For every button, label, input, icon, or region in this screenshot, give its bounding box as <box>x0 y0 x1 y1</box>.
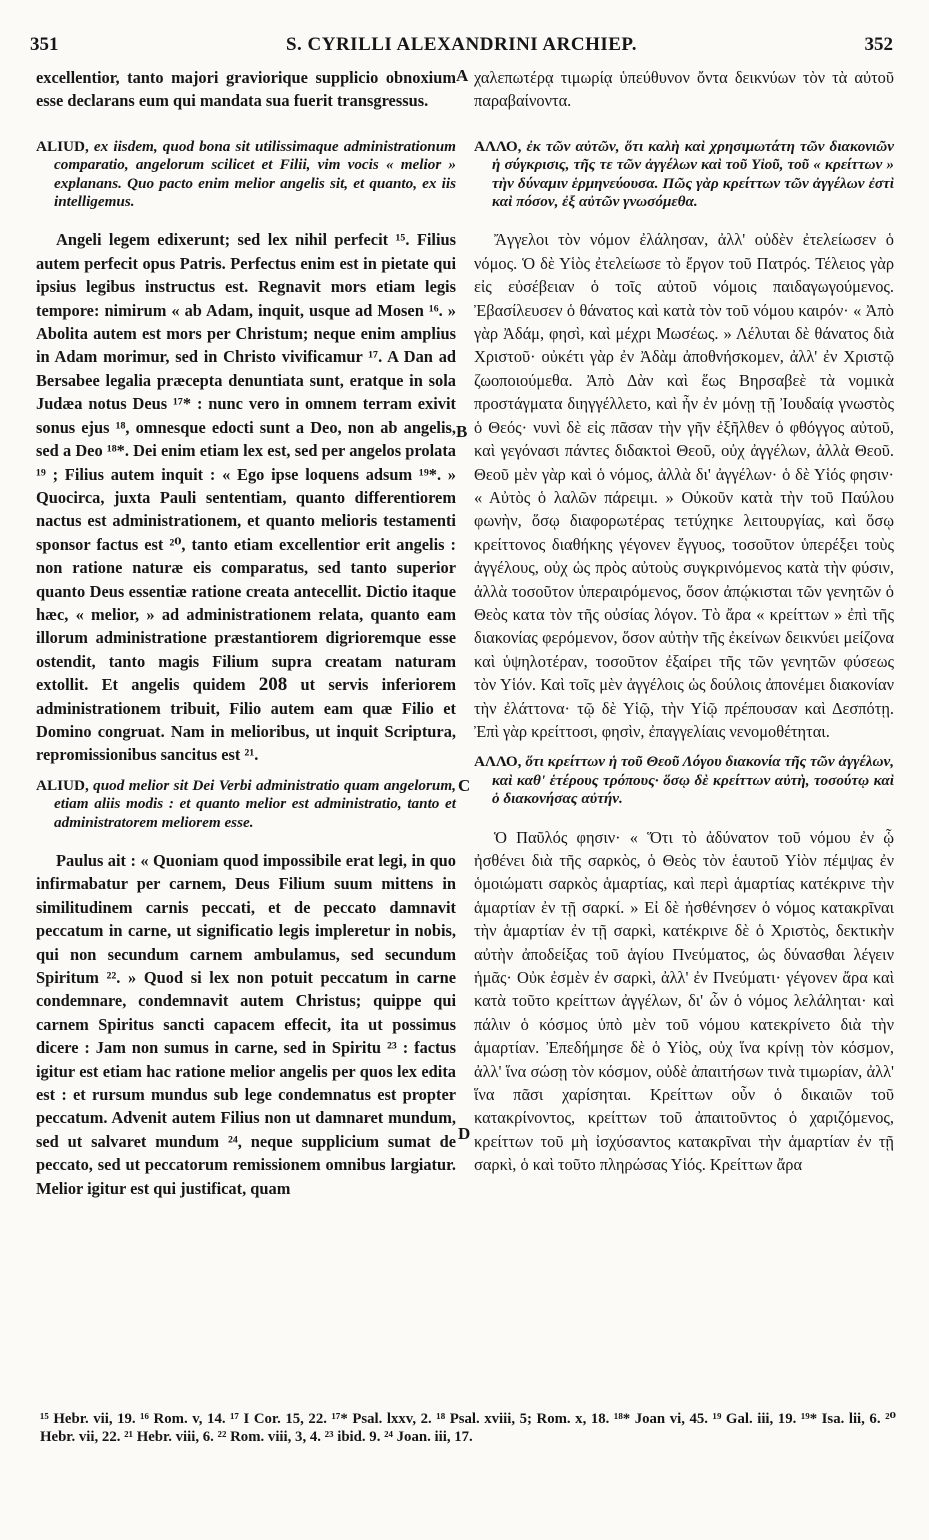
latin-text: ut servis inferiorem administrationem tribuit, Filio autem eam quæ Filio et Domino congruat. Nam in melioribus, ut inquit Scriptura, repromissionibus sancitus est ²¹. <box>36 675 456 765</box>
heading-text: quod melior sit Dei Verbi administratio quam angelorum, etiam aliis modis : et quanto melior est administratio, tanto et administratorem meliorem esse. <box>54 776 456 831</box>
page-header <box>30 34 893 60</box>
heading-text: ὅτι κρείττων ἡ τοῦ Θεοῦ Λόγου διακονία τῆς τῶν ἀγγέλων, καὶ καθ' ἑτέρους τρόπους· ὅσῳ δὲ κρείττων αὐτὴ, τοσούτῳ καὶ ὁ διακονήσας αὐτήν. <box>492 753 894 808</box>
running-title: S. CYRILLI ALEXANDRINI ARCHIEP. <box>285 34 638 55</box>
greek-paragraph: χαλεπωτέρᾳ τιμωρίᾳ ὑπεύθυνον ὄντα δεικνύων τὸν τὰ αὐτοῦ παραβαίνοντα. <box>474 68 894 111</box>
latin-section-heading <box>36 777 456 832</box>
marginal-letter-a: A <box>456 66 469 85</box>
latin-paragraph <box>36 228 456 766</box>
library-stamp <box>234 1472 312 1513</box>
marginal-letter-b: B <box>456 422 468 441</box>
greek-paragraph: Ἄγγελοι τὸν νόμον ἐλάλησαν, ἀλλ' οὐδὲν ἐτελείωσεν ὁ νόμος. Ὁ δὲ Υἱὸς ἐτελείωσε τὸ ἔργον τοῦ Πατρός. Τέλειος γὰρ εἰς εὐσέβειαν ὁ τοῖς αὐτοῦ νόμοις παιδαγωγούμενος. Ἐβασίλευσεν ὁ θάνατος καὶ κατὰ τὸν τοῦ νόμου καιρόν· « Ἀπὸ γὰρ Ἀδάμ, φησὶ, καὶ μέχρι Μωσέως. » Λέλυται δὲ θάνατος διὰ Χριστοῦ· οὐκέτι γὰρ ἐν Ἀδὰμ ἀποθνήσκομεν, ἀλλ' ἐν Χριστῷ ζωοποιούμεθα. Ἀπὸ Δὰν καὶ ἕως Βηρσαβεὲ τὰ νομικὰ προστάγματα διηγγέλλετο, καὶ ἦν ἐν μόνῃ τῇ Ἰουδαίᾳ γνωστὸς ὁ Θεός· νυνὶ δὲ εἰς πᾶσαν τὴν γῆν ἐξῆλθεν ὁ φθόγγος αὐτοῦ, καὶ γεγόνασι πάντες διδακτοὶ Θεοῦ, οὐχ ἀγγέλων, ἀλλὰ Θεοῦ. Θεοῦ μὲν γὰρ καὶ ὁ νόμος, ἀλλὰ δι' ἀγγέλων· ὁ δὲ Υἱός φησιν· « Αὐτὸς ὁ λαλῶν πάρειμι. » Οὐκοῦν κατὰ τὴν τοῦ Παύλου φωνὴν, ὅσῳ διαφορωτέρας τετύχηκε λειτουργίας, καὶ ὅσῳ κρείττονος διαθήκης γέγονεν ἔγγυος, τοσοῦτον ὑπερέξει τοὺς ἀγγέλους, οὐχ ὡς πρὸς αὐτοὺς συγκρινόμενος κατὰ τὴν φύσιν, ἀλλὰ τοσοῦτον ὑπεραιρόμενος, ὅσον ἀπῴκισται τῶν γενητῶν ὁ Θεὸς κατα τὸν τῆς οὐσίας λόγον. Τὸ ἄρα « κρείττων » ἐπὶ τῆς διακονίας φερόμενον, ὅσον αὐτὴν τῆς ἐκείνων δεικνύει μείζονα καὶ ὑψηλοτέραν, τοσοῦτον ἐξαίρει τῆς τῶν γενητῶν φύσεως τὸν Υἱόν. Καὶ τοῖς μὲν ἀγγέλοις ὡς δούλοις ἀπονέμει διακονίαν τὴν ἐλάττονα· τῷ δὲ Υἱῷ, τὴν Υἱῷ πρέπουσαν καὶ Δεσπότῃ. Ἐπὶ γὰρ κρείττοσι, φησὶν, ἐπαγγελίαις νενομοθέτηται. <box>474 230 894 741</box>
heading-label: ALIUD, <box>36 776 89 794</box>
heading-text: ex iisdem, quod bona sit utilissimaque administrationum comparatio, angelorum scilicet et Filii, vim vocis « melior » explanans. Quo pacto enim melior angelis sit, et quanto, ex iis intelligemus. <box>54 137 456 211</box>
greek-column <box>474 66 894 1177</box>
latin-column <box>36 66 456 1200</box>
heading-label: ALIUD, <box>36 137 89 155</box>
latin-paragraph: excellentior, tanto majori graviorique supplicio obnoxium esse declarans eum qui mandata sua fuerit transgressus. <box>36 68 456 111</box>
page-number-right: 352 <box>864 34 893 55</box>
heading-label: ΑΛΛΟ, <box>474 753 522 771</box>
latin-text: Angeli legem edixerunt; sed lex nihil perfecit ¹⁵. Filius autem perfecit opus Patris. Perfectus enim est in pietate qui ipsius legibus instructus est. Regnavit mors etiam legis tempore: nimirum « ab Adam, inquit, usque ad Mosen ¹⁶. » Abolita autem est mors per Christum; neque enim amplius in Adam morimur, sed in Christo vivificamur ¹⁷. A Dan ad Bersabee legalia præcepta denuntiata sunt, eratque in sola Judæa notus Deus ¹⁷* : nunc vero in omnem terram exivit sonus ejus ¹⁸, omnesque edocti sunt a Deo, non ab angelis, sed a Deo ¹⁸*. Dei enim etiam lex est, sed per angelos prolata ¹⁹ ; Filius autem inquit : « Ego ipse loquens adsum ¹⁹*. » Quocirca, juxta Pauli sententiam, quanto differentiorem nactus est administrationem, et quanto melioris testamenti sponsor factus est ²⁰, tanto etiam excellentior erit angelis : non ratione naturæ eis comparatus, sed tanto superior quanto Deus essentiæ ratione creata antecellit. Dictio itaque hæc, « melior, » ad administrationem relata, quanto eam illorum administratione præstantiorem digrioremque esse ostendit, tanto magis Filium supra creatam naturam extollit. Et angelis quidem <box>36 230 456 695</box>
page-number-left: 351 <box>30 34 59 55</box>
greek-section-heading <box>474 753 894 808</box>
marginal-letter-d: D <box>458 1124 471 1143</box>
greek-section-heading <box>474 138 894 212</box>
heading-text: ἐκ τῶν αὐτῶν, ὅτι καλὴ καὶ χρησιμωτάτη τῶν διακονιῶν ἡ σύγκρισις, τῆς τε τῶν ἀγγέλων καὶ τοῦ Υἱοῦ, τοῦ « κρείττων » τὴν δύναμιν ἑρμηνεύουσα. Πῶς γὰρ κρείττων τῶν ἀγγέλων ἐστὶ καὶ πόσον, ἐξ αὐτῶν γνωσόμεθα. <box>492 137 894 211</box>
heading-label: ΑΛΛΟ, <box>474 137 522 155</box>
latin-paragraph: Paulus ait : « Quoniam quod impossibile erat legi, in quo infirmabatur per carnem, Deus Filium suum mittens in similitudinem carnis peccati, et de peccato damnavit peccatum in carne, ut significatio legis impleretur in nobis, qui non secundum carnem ambulamus, sed secundum Spiritum ²². » Quod si lex non potuit peccatum in carne condemnare, condemnavit autem Christus; quippe qui carnem Spiritus sancti capacem effecit, ita ut possimus dicere : Jam non sumus in carne, sed in Spiritu ²³ : factus igitur est etiam hac ratione melior angelis per quos lex edita est : et rursum mundus sub lege condemnatus est propter peccatum. Advenit autem Filius non ut damnaret mundum, sed ut salvaret mundum ²⁴, neque supplicium sumat de peccato, sed ut peccatorum remissionem omnibus largiatur. Melior igitur est qui justificat, quam <box>36 851 456 1198</box>
greek-paragraph: Ὁ Παῦλός φησιν· « Ὅτι τὸ ἀδύνατον τοῦ νόμου ἐν ᾧ ἠσθένει διὰ τῆς σαρκὸς, ὁ Θεὸς τὸν ἑαυτοῦ Υἱὸν πέμψας ἐν ὁμοιώματι σαρκὸς ἁμαρτίας, καὶ περὶ ἁμαρτίας κατέκρινε τὴν ἁμαρτίαν ἐν τῇ σαρκί. » Εἰ δὲ ἠσθένησεν ὁ νόμος κατακρῖναι τὴν ἁμαρτίαν ἐν τῇ σαρκὶ, κατέκρινε δὲ ὁ Χριστὸς, δεκτικὴν αὐτὴν ἀποδείξας τοῦ ἁγίου Πνεύματος, ὡς δύνασθαι λέγειν ἡμᾶς· Οὐκ ἐσμὲν ἐν σαρκὶ, ἀλλ' ἐν Πνεύματι· γέγονεν ἄρα καὶ κατὰ τοῦτο κρείττων ἀγγέλων, δι' ὧν ὁ νόμος λελάληται· καὶ πάλιν ὁ κόσμος ὑπὸ μὲν τοῦ νόμου κατεκρίνετο διὰ τὴν ἁμαρτίαν. Ἐπεδήμησε δὲ ὁ Υἱὸς, οὐχ ἵνα κρίνῃ τὸν κόσμον, ἀλλ' ἵνα σώσῃ τὸν κόσμον, οὐδὲ ἀπαιτήσων τινὰ τιμωρίαν, ἀλλ' ἵνα πᾶσι χαρίσηται. Κρείττων οὖν ὁ δικαιῶν τοῦ κατακρίνοντος, κρείττων τοῦ ἀπαιτοῦντος ὁ χαριζόμενος, κρείττων τοῦ μὴ ἰσχύσαντος κατακρῖναι τὴν ἁμαρτίαν ἐν τῇ σαρκὶ, ὁ καὶ τοῦτο πληρώσας Υἱός. Κρείττων ἄρα <box>474 827 894 1175</box>
marginal-letter-c: C <box>458 776 471 795</box>
column-number: 208 <box>258 674 288 696</box>
footnotes: ¹⁵ Hebr. vii, 19. ¹⁶ Rom. v, 14. ¹⁷ I Cor. 15, 22. ¹⁷* Psal. lxxv, 2. ¹⁸ Psal. xviii, 5; Rom. x, 18. ¹⁸* Joan vi, 45. ¹⁹ Gal. iii, 19. ¹⁹* Isa. lii, 6. ²⁰ Hebr. vii, 22. ²¹ Hebr. viii, 6. ²² Rom. viii, 3, 4. ²³ ibid. 9. ²⁴ Joan. iii, 17. <box>40 1411 896 1445</box>
latin-section-heading <box>36 138 456 212</box>
